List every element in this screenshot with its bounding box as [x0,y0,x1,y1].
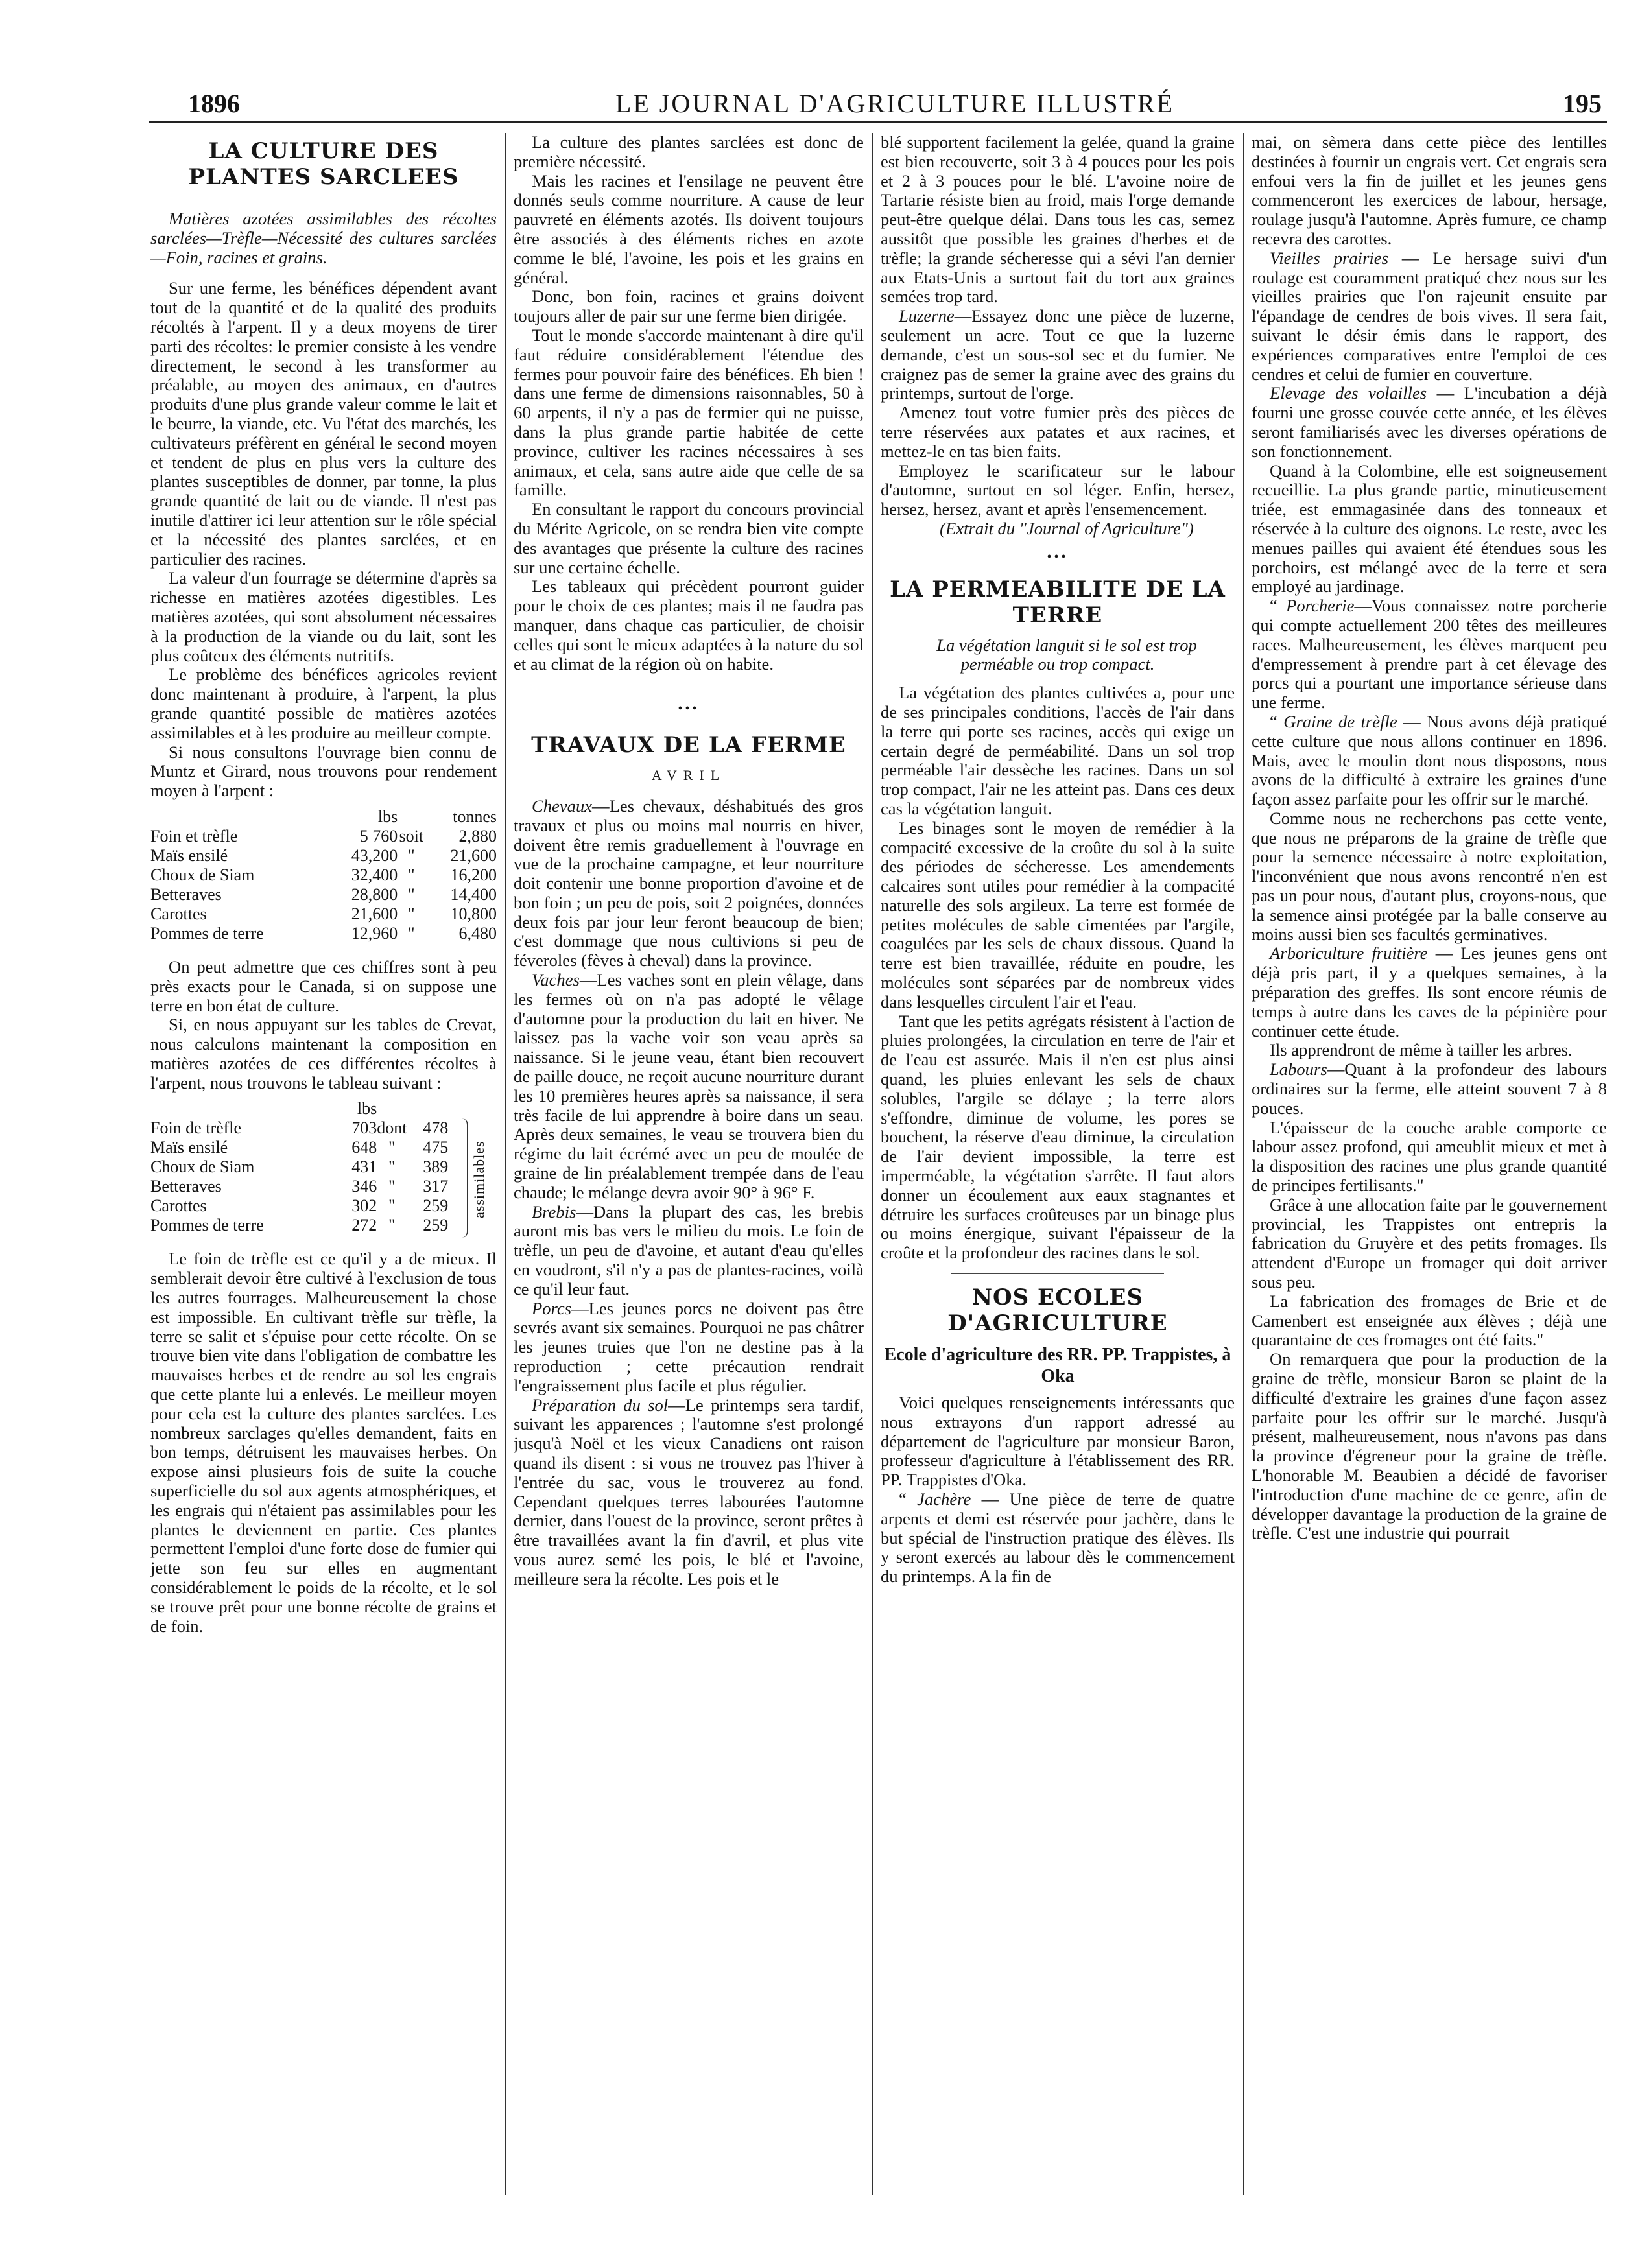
item-text: — L'incubation a déjà fourni une grosse couvée cette année, et les élèves seront familiarisés avec les diverses opérations de son fonctionnement. [1252,383,1607,461]
paragraph [1252,1060,1607,1118]
item-label: Arboriculture fruitière [1270,943,1428,963]
item-text: —Vous connaissez notre porcherie qui compte actuellement 200 têtes des meilleures races. Malheureusement, les élèves marquent peu d'empressement à prendre part à cet élevage des porcs qui a pourtant une importance sérieuse dans une ferme. [1252,596,1607,713]
table-row [150,1138,448,1157]
cell-sep: " [388,1157,396,1177]
paragraph: En consultant le rapport du concours provincial du Mérite Agricole, on se rendra bien vite compte des avantages que présente la culture des racines sur une certaine échelle. [514,499,864,577]
unit-label: lbs [377,807,398,826]
crop-name: Betteraves [150,1177,222,1196]
paragraph: “ Jachère — Une pièce de terre de quatre arpents et demi est réservée pour jachère, dans le but spécial de l'instruction pratique des élèves. Ils y seront exercés au labour dès le commencement du printemps. A la fin de [881,1489,1235,1587]
section-separator: ••• [678,702,700,716]
paragraph [1252,249,1607,384]
crop-name: Maïs ensilé [150,1138,228,1157]
item-text: —Quant à la profondeur des labours ordinaires sur la ferme, elle atteint souvent 7 à 8 pouces. [1252,1059,1607,1118]
item-text: — Nous avons déjà pratiqué cette culture que nous allons continuer en 1896. Mais, avec le moulin dont nous disposons, nous avons de la difficulté à extraire les graines d'une façon assez parfaite pour les offrir sur le marché. [1252,711,1607,809]
cell-sep: " [388,1177,396,1196]
article-lede: Matières azotées assimilables des récoltes sarclées—Trèfle—Nécessité des cultures sarclées—Foin, racines et grains. [150,209,497,267]
item-label: Luzerne [899,306,955,326]
cell-sep: " [407,845,415,865]
cell-sep: " [388,1216,396,1235]
section-subtitle: Ecole d'agriculture des RR. PP. Trappistes, à Oka [884,1345,1231,1387]
side-label: assimilables [471,1140,487,1219]
item-text: — Une pièce de terre de quatre arpents et demi est réservée pour jachère, dans le but spécial de l'instruction pratique des élèves. Ils y seront exercés au labour dès le commencement du printemps. A la fin de [881,1489,1235,1587]
crop-name: Foin et trèfle [150,826,238,845]
section-subtitle: La végétation languit si le sol est trop perméable ou trop compact. [936,635,1197,674]
column-4 [1252,133,1607,2195]
section-title: NOS ECOLES D'AGRICULTURE [947,1284,1168,1337]
paragraph: Le foin de trèfle est ce qu'il y a de mieux. Il semblerait devoir être cultivé à l'exclusion de tous les autres fourrages. Malheureusement la chose est impossible. En cultivant trèfle sur trèfle, la terre se salit et s'épuise pour cette récolte. On se trouve bien vite dans l'obligation de combattre les mauvaises herbes et de rendre au sol les engrais que cette plante lui a enlevés. Le meilleur moyen pour cela est la culture des plantes sarclées. Les nombreux sarclages qu'elles demandent, faits en bon temps, détruisent les mauvaises herbes. On expose ainsi plusieurs fois de suite la couche superficielle du sol aux agents atmosphériques, et les engrais qui n'étaient pas assimilables pour les plantes le deviennent en partie. Ces plantes permettent l'emploi d'une forte dose de fumier qui jette son feu sur elles en augmentant considérablement le poids de la récolte, et le sol se trouve prêt pour une bonne récolte de grains et de foin. [150,1249,497,1636]
item-label: Vieilles prairies [1270,248,1388,268]
cell-total: 431 [351,1157,377,1177]
cell-total: 703 [351,1118,377,1138]
cell-assimilable: 389 [423,1157,449,1177]
yield-table [150,807,497,943]
nitrogen-table-body [150,1099,448,1235]
paragraph: La valeur d'un fourrage se détermine d'après sa richesse en matières azotées digestibles. Les matières azotées, qui sont absolument nécessaires à la production de la viande ou du lait, sont les plus coûteux des éléments nutritifs. [150,568,497,665]
cell-assimilable: 478 [423,1118,449,1138]
cell-sep: " [388,1196,396,1216]
table-header-row [150,807,497,827]
section-rule [951,1273,1164,1274]
item-text: — Le hersage suivi d'un roulage est couramment pratiqué chez nous sur les vieilles prairies que l'on rajeunit ensuite par l'épandage de cendres de bois vives. Il sera fait, suivant le désir émis dans le rapport, des expériences comparatives entre l'emploi de ces cendres et celui de fumier en couverture. [1252,248,1607,384]
section-title: LA PERMEABILITE DE LA TERRE [890,576,1226,628]
table-row [150,1177,448,1196]
item-text: —Les vaches sont en plein vêlage, dans les fermes où on n'a pas adopté le vêlage d'automne pour la production du lait en hiver. Ne laissez pas la vache voir son veau après sa naissance. Si le jeune veau, étant bien recouvert de paille douce, ne reçoit aucune nourriture durant les 10 premières heures après sa naissance, il sera très facile de lui apprendre à boire dans un seau. Après deux semaines, le veau se trouvera bien du régime du lait écrémé avec un peu de moulée de graine de lin préalablement trempée dans de l'eau chaude; le mélange devra avoir 90° à 96° F. [514,970,864,1202]
unit-label: tonnes [453,807,497,826]
cell-total: 346 [351,1177,377,1196]
crop-name: Carottes [150,904,207,923]
paragraph [1252,384,1607,461]
table-row [150,1118,448,1138]
cell-assimilable: 259 [423,1216,449,1235]
paragraph: Tant que les petits agrégats résistent à l'action de pluies prolongées, la circulation en terre de l'air et de l'eau est assurée. Mais il n'en est plus ainsi quand, les pluies enlevant les sels de chaux solubles, l'argile se délaye ; la terre alors s'effondre, diminue de volume, les pores se bouchent, la réserve d'eau diminue, la circulation de l'air devient impossible, la terre est imperméable, la végétation s'arrête. Il faut alors donner un écoulement aux eaux stagnantes et détruire les surfaces croûteuses par un binage plus ou moins énergique, suivant l'épaisseur de la croûte et la profondeur des racines dans le sol. [881,1011,1235,1263]
cell-lbs: 28,800 [351,884,398,904]
paragraph: Comme nous ne recherchons pas cette vente, que nous ne préparons de la graine de trèfle que pour la semence nécessaire à notre exploitation, l'inconvénient que nous avons rencontré n'en est pas un pour nous, d'autant plus, croyons-nous, que la semence ainsi protégée par la balle conserve au moins aussi bien ses facultés germinatives. [1252,808,1607,944]
item-label: Elevage des volailles [1270,383,1427,403]
item-label: Porcs [532,1298,572,1318]
crop-name: Betteraves [150,884,222,904]
paragraph [1252,944,1607,1041]
column-divider [1243,133,1244,2195]
cell-sep: soit [399,826,424,845]
page-number: 195 [1563,89,1602,118]
cell-sep: " [407,904,415,923]
cell-lbs: 21,600 [351,904,398,923]
item-text: — Les jeunes gens ont déjà pris part, il y a quelques semaines, à la préparation des greffes. Ils sont encore réunis de temps à autre dans les caves de la pépinière pour continuer cette étude. [1252,943,1607,1041]
item-label: Jachère [917,1489,971,1509]
paragraph: Ils apprendront de même à tailler les arbres. [1270,1040,1573,1060]
paragraph: Voici quelques renseignements intéressants que nous extrayons d'un rapport adressé au département de l'agriculture par monsieur Baron, professeur d'agriculture à l'établissement des RR. PP. Trappistes d'Oka. [881,1393,1235,1490]
cell-lbs: 43,200 [351,845,398,865]
farm-item [514,1203,864,1299]
header-rule [149,121,1607,123]
table-row [150,1196,448,1216]
paragraph: Si, en nous appuyant sur les tables de Crevat, nous calculons maintenant la composition en matières azotées de ces différentes récoltes à l'arpent, nous trouvons le tableau suivant : [150,1015,497,1093]
item-label: Chevaux [532,796,593,816]
cell-tonnes: 2,880 [458,826,497,845]
cell-lbs: 32,400 [351,865,398,884]
column-divider [872,133,873,2195]
paragraph: Grâce à une allocation faite par le gouvernement provincial, les Trappistes ont entrepris la fabrication du Gruyère et des petits fromages. Ils attendent d'Europe un fromager qui doit arriver sous peu. [1252,1194,1607,1292]
paragraph: Mais les racines et l'ensilage ne peuvent être donnés seuls comme nourriture. A cause de leur pauvreté en éléments azotés. Ils doivent toujours être associés à des éléments riches en azote comme le blé, l'avoine, les pois et les grains en général. [514,171,864,287]
cell-total: 272 [351,1216,377,1235]
item-label: Porcherie [1286,596,1355,616]
column-3 [881,133,1235,2195]
cell-sep: " [407,884,415,904]
page-header [188,83,1602,122]
paragraph: Employez le scarificateur sur le labour d'automne, surtout en sol léger. Enfin, hersez, hersez, hersez, avant et après l'ensemencement. [881,460,1235,519]
table-row [150,827,497,846]
item-label: Préparation du sol [532,1395,669,1415]
paragraph: Donc, bon foin, racines et grains doivent toujours aller de pair sur une ferme bien dirigée. [514,287,864,326]
crop-name: Maïs ensilé [150,845,228,865]
paragraph: “ Porcherie—Vous connaissez notre porcherie qui compte actuellement 200 têtes des meilleures races. Malheureusement, les élèves marquent peu d'empressement à prendre part à cet élevage des porcs qui a pourtant une importance sérieuse dans une ferme. [1252,596,1607,713]
paragraph: mai, on sèmera dans cette pièce des lentilles destinées à fournir un engrais vert. Cet engrais sera enfoui vers la fin de juillet et les jeunes gens commenceront les exercices de labour, hersage, roulage jusqu'à l'automne. Après fumure, ce champ recevra des carottes. [1252,133,1607,248]
article-title: LA CULTURE DES PLANTES SARCLEES [188,138,459,190]
cell-total: 302 [351,1196,377,1216]
item-text: —Les jeunes porcs ne doivent pas être sevrés avant six semaines. Pourquoi ne pas châtrer les jeunes truies que l'on ne destine pas à la reproduction ; cette précaution rendrait l'engraissement plus facile et plus régulier. [514,1298,864,1395]
cell-tonnes: 6,480 [458,923,497,943]
section-title: TRAVAUX DE LA FERME [531,732,846,759]
nitrogen-table [150,1099,497,1235]
cell-assimilable: 259 [423,1196,449,1216]
paragraph: La végétation des plantes cultivées a, pour une de ses principales conditions, l'accès de l'air dans la terre qui porte ses racines, accès qui exige un certain degré de perméabilité. Dans un sol trop perméable l'air dessèche les racines. Dans un sol trop compact, l'air ne les atteint pas. Dans ces deux cas la végétation languit. [881,683,1235,818]
column-2 [514,133,864,2195]
paragraph: Les binages sont le moyen de remédier à la compacité excessive de la croûte du sol à la suite des périodes de sécheresse. Les amendements calcaires sont utiles pour remédier à la compacité naturelle des sols argileux. La terre est formée de petites molécules de sable cimentées par l'argile, coagulées par les sels de chaux dissous. Quand la terre est bien travaillée, réduite en poudre, les molécules sont séparées par de nombreux vides dans lesquelles circulent l'air et l'eau. [881,818,1235,1011]
header-year: 1896 [188,89,240,118]
journal-title: LE JOURNAL D'AGRICULTURE ILLUSTRÉ [615,89,1175,118]
cell-sep: " [388,1138,396,1157]
item-label: Brebis [532,1201,576,1222]
cell-total: 648 [351,1138,377,1157]
item-label: Graine de trèfle [1283,711,1397,731]
section-separator: ••• [1047,549,1069,564]
cell-tonnes: 16,200 [450,865,497,884]
paragraph: L'épaisseur de la couche arable comporte ce labour assez profond, qui ameublit mieux et met à la disposition des racines une plus grande quantité de principes fertilisants." [1252,1117,1607,1196]
table-row [150,1157,448,1177]
column-divider [505,133,506,2195]
cell-sep: " [407,865,415,884]
cell-lbs: 5 760 [359,826,398,845]
crop-name: Pommes de terre [150,923,264,943]
crop-name: Choux de Siam [150,865,255,884]
paragraph: Tout le monde s'accorde maintenant à dire qu'il faut réduire considérablement l'étendue des fermes pour pouvoir faire des bénéfices. Eh bien ! dans une ferme de dimensions raisonnables, 50 à 60 arpents, il n'y a pas de fermier qui ne puisse, dans la plus grande partie habitée de cette province, cultiver les racines nécessaires à ses animaux, et cela, sans autre aide que celle de sa famille. [514,325,864,500]
paragraph: Si nous consultons l'ouvrage bien connu de Muntz et Girard, nous trouvons pour rendement moyen à l'arpent : [150,742,497,801]
paragraph [881,307,1235,403]
cell-tonnes: 10,800 [450,904,497,923]
farm-item [514,797,864,971]
farm-item [514,971,864,1203]
section-month: AVRIL [651,767,726,784]
item-label: Labours [1270,1059,1327,1080]
cell-assimilable: 317 [423,1177,449,1196]
cell-sep: " [407,923,415,943]
table-brace [458,1118,468,1238]
table-row [150,924,497,943]
paragraph: La culture des plantes sarclées est donc de première nécessité. [514,133,864,171]
cell-tonnes: 14,400 [450,884,497,904]
paragraph: Amenez tout votre fumier près des pièces de terre réservées aux patates et aux racines, et mettez-le en tas bien faits. [881,403,1235,461]
crop-name: Choux de Siam [150,1157,255,1177]
table-row [150,885,497,904]
table-row [150,904,497,924]
cell-tonnes: 21,600 [450,845,497,865]
cell-sep: dont [377,1118,407,1138]
farm-item [514,1299,864,1396]
paragraph: “ Graine de trèfle — Nous avons déjà pratiqué cette culture que nous allons continuer en 1896. Mais, avec le moulin dont nous disposons, nous avons de la difficulté à extraire les graines d'une façon assez parfaite pour les offrir sur le marché. [1252,711,1607,809]
item-text: —Dans la plupart des cas, les brebis auront mis bas vers le milieu du mois. Le foin de trèfle, un peu de d'avoine, et autant d'eau qu'elles en voudront, s'il n'y a pas de plantes-racines, voilà ce qu'il leur faut. [514,1201,864,1299]
paragraph: Sur une ferme, les bénéfices dépendent avant tout de la quantité et de la qualité des produits récoltés à l'arpent. Il y a deux moyens de tirer parti des récoltes: le premier consiste à les vendre directement, le second à les transformer au préalable, au moyen des animaux, en d'autres produits d'une plus grande valeur comme le lait et le beurre, la viande, etc. Vu l'état des marchés, les cultivateurs préfèrent en général le second moyen et tendent de plus en plus vers la culture des plantes susceptibles de donner, par tonne, la plus grande quantité de lait ou de viande. Il n'est pas inutile d'attirer ici leur attention sur le rôle spécial et la nécessité des plantes sarclées, et en particulier des racines. [150,278,497,569]
table-row [150,846,497,866]
unit-label: lbs [357,1099,377,1118]
farm-item [514,1396,864,1589]
item-text: —Essayez donc une pièce de luzerne, seulement un acre. Tout ce que la luzerne demande, c'est un sous-sol sec et du fumier. Ne craignez pas de semer la graine avec des grains du printemps, surtout de l'orge. [881,306,1235,403]
table-row [150,866,497,885]
item-text: —Les chevaux, déshabitués des gros travaux et plus ou moins mal nourris en hiver, doivent être remis graduellement à l'ouvrage en vue de la prochaine campagne, et leur nourriture doit contenir une bonne proportion d'avoine et de bon foin ; un peu de pois, soit 2 poignées, données deux fois par jour leur feront beaucoup de bien; c'est dommage que nous cultivions si peu de féveroles (fèves à cheval) dans la province. [514,796,864,971]
crop-name: Pommes de terre [150,1216,264,1235]
paragraph: Quand à la Colombine, elle est soigneusement recueillie. La plus grande partie, minutieusement triée, est emmagasinée dans des tonneaux et réservée à la culture des oignons. Le reste, avec les menues pailles qui avaient été étendues sous les porchoirs, est mélangé avec de la terre et sera employé au jardinage. [1252,460,1607,597]
column-1 [150,133,497,2195]
crop-name: Carottes [150,1196,207,1216]
item-label: Vaches [532,970,580,990]
paragraph: La fabrication des fromages de Brie et de Camenbert est enseignée aux élèves ; déjà une quarantaine de ces fromages ont été faits." [1252,1291,1607,1350]
item-text: —Le printemps sera tardif, suivant les apparences ; l'automne s'est prolongé jusqu'à Noël et les vieux Canadiens ont raison quand ils disent : si vous ne trouvez pas l'hiver à l'entrée du sac, vous le trouverez au fond. Cependant quelques terres labourées l'automne dernier, dans l'ouest de la province, seront prêtes à être travaillées avant la fin d'avril, et plus vite vous aurez semé les pois, le blé et l'avoine, meilleure sera la récolte. Les pois et le [514,1395,864,1589]
cell-lbs: 12,960 [351,923,398,943]
crop-name: Foin de trèfle [150,1118,242,1138]
paragraph: On peut admettre que ces chiffres sont à peu près exacts pour le Canada, si on suppose une terre en bon état de culture. [150,956,497,1015]
paragraph: Le problème des bénéfices agricoles revient donc maintenant à produire, à l'arpent, la plus grande quantité possible de matières azotées assimilables et à les produire au meilleur compte. [150,665,497,742]
paragraph: blé supportent facilement la gelée, quand la graine est bien recouverte, soit 3 à 4 pouces pour les pois et 2 à 3 pouces pour le blé. L'avoine noire de Tartarie résiste bien au froid, mais l'orge demande peut-être quelque délai. Dans tous les cas, semez aussitôt que possible les graines d'herbes et de trèfle; la grande sécheresse qui a sévi l'an dernier aux Etats-Unis a surtout fait du tort aux graines semées trop tard. [881,133,1235,307]
paragraph: On remarquera que pour la production de la graine de trèfle, monsieur Baron se plaint de la difficulté d'extraire les graines d'une façon assez parfaite pour les offrir sur le marché. Jusqu'à présent, malheureusement, nous n'avons pas dans la province d'égreneur pour la graine de trèfle. L'honorable M. Beaubien a décidé de favoriser l'introduction d'une machine de ce genre, afin de développer davantage la production de la graine de trèfle. C'est une industrie qui pourrait [1252,1349,1607,1543]
table-header-row [150,1099,448,1118]
cell-assimilable: 475 [423,1138,449,1157]
source-credit: (Extrait du "Journal of Agriculture") [940,518,1194,538]
paragraph: Les tableaux qui précèdent pourront guider pour le choix de ces plantes; mais il ne faudra pas manquer, dans chaque cas particulier, de choisir celles qui sont le mieux adaptées à la nature du sol et au climat de la région où on habite. [514,576,864,674]
table-row [150,1216,448,1235]
